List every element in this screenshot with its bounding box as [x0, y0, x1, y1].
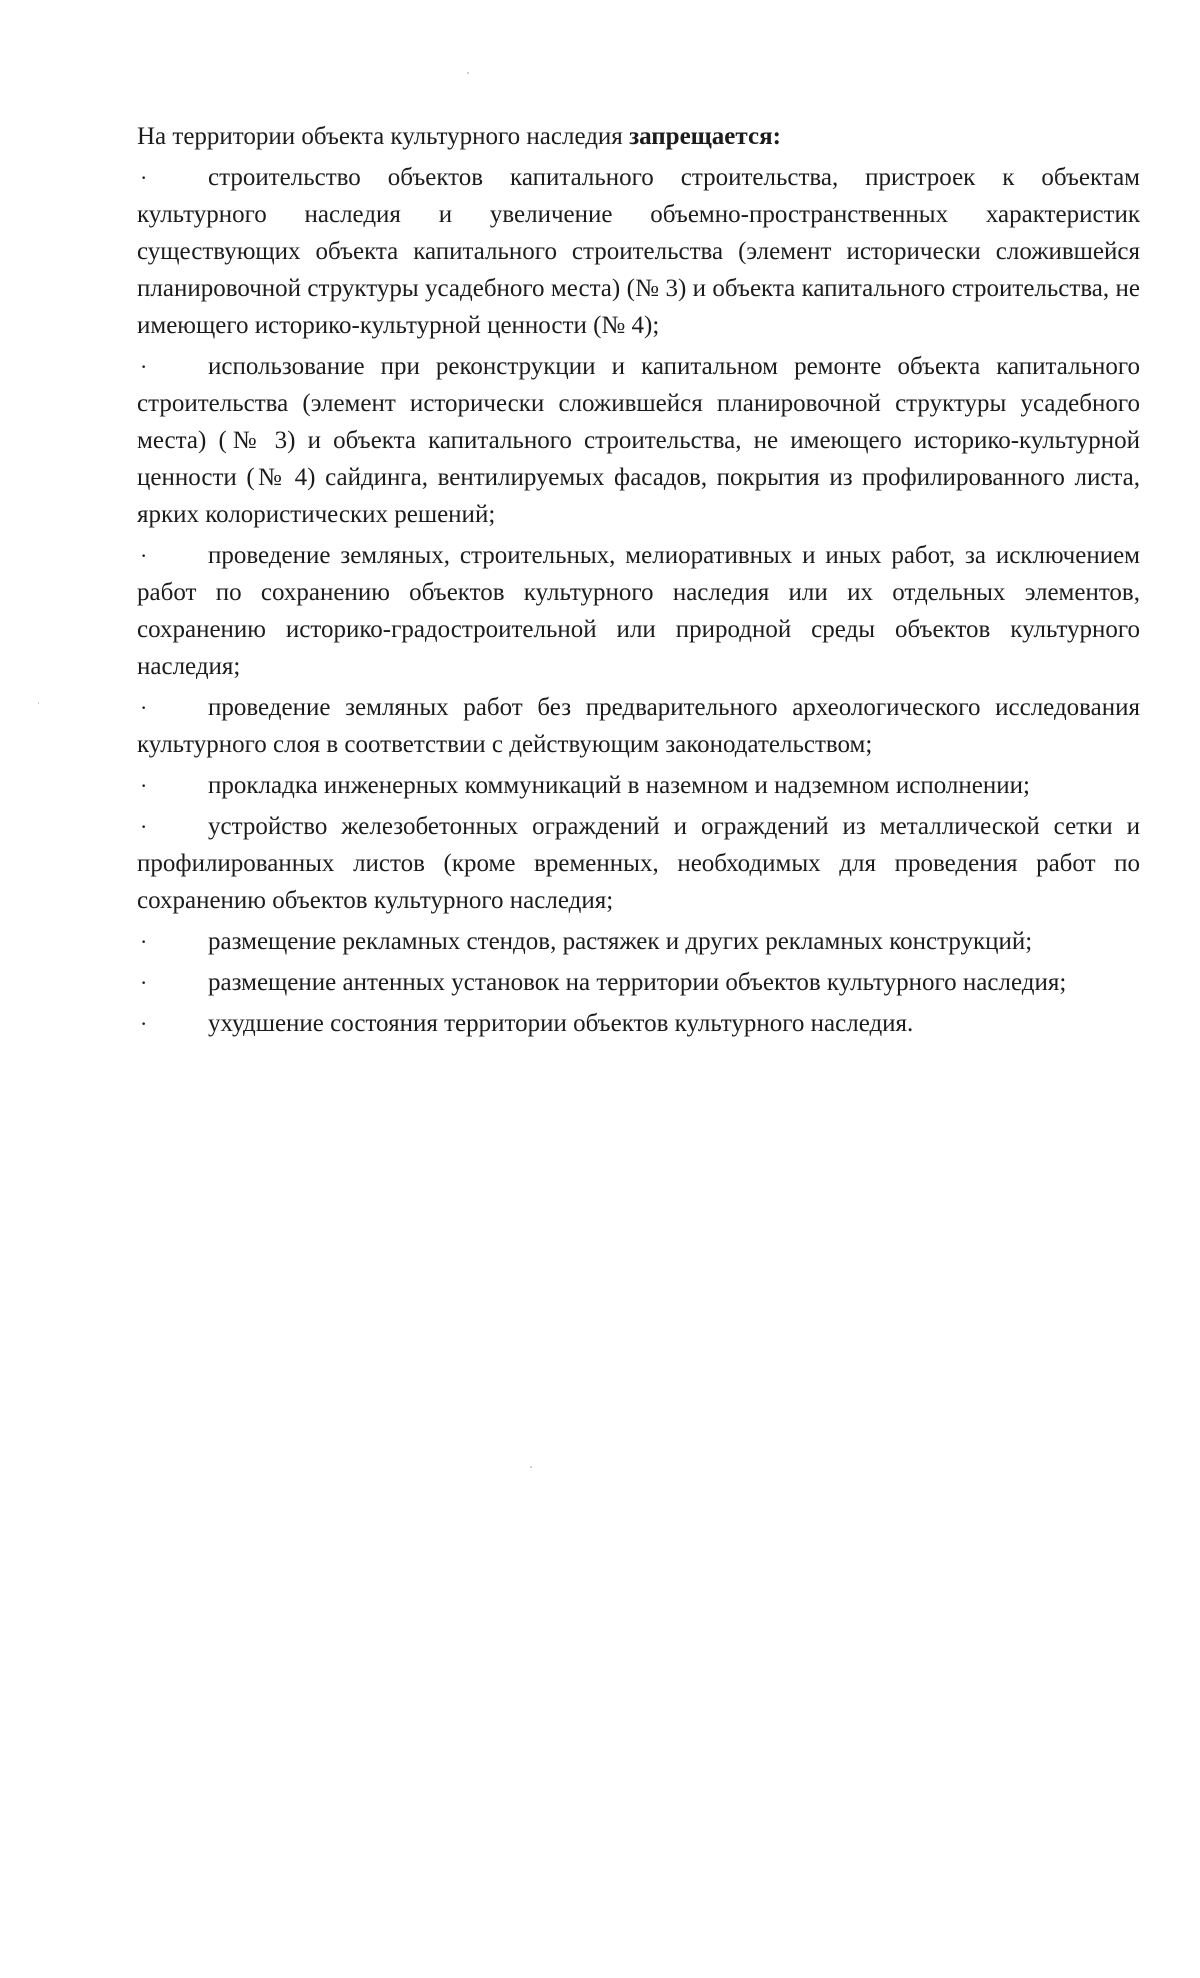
list-item — [137, 348, 1140, 533]
bullet-marker: · — [140, 1011, 148, 1036]
scan-artifact — [467, 72, 469, 74]
bullet-marker: · — [140, 354, 148, 379]
list-item — [137, 689, 1140, 763]
list-item — [137, 767, 1140, 804]
list-item — [137, 964, 1140, 1001]
list-item-text: проведение земляных работ без предварительного археологического исследования культурного слоя в соответствии с действующим законодательством; — [137, 694, 1140, 758]
list-item — [137, 923, 1140, 960]
list-item-text: строительство объектов капитального строительства, пристроек к объектам культурного наследия и увеличение объемно-пространственных характеристик существующих объекта капитального строительства (элемент исторически сложившейся планировочной структуры усадебного места) (№ 3) и объекта капитального строительства, не имеющего историко-культурной ценности (№ 4); — [137, 164, 1140, 339]
list-item — [137, 808, 1140, 919]
bullet-marker: · — [140, 970, 148, 995]
list-item — [137, 159, 1140, 344]
list-item-text: размещение рекламных стендов, растяжек и других рекламных конструкций; — [208, 928, 1033, 955]
prohibition-list — [137, 159, 1140, 1042]
intro-text: На территории объекта культурного наследия — [137, 123, 630, 150]
bullet-marker: · — [140, 814, 148, 839]
document-body — [137, 118, 1140, 1046]
bullet-marker: · — [140, 165, 148, 190]
list-item-text: размещение антенных установок на территории объектов культурного наследия; — [208, 969, 1067, 996]
list-item-text: использование при реконструкции и капитальном ремонте объекта капитального строительства (элемент исторически сложившейся планировочной структуры усадебного места) (№ 3) и объекта капитального строительства, не имеющего историко-культурной ценности (№ 4) сайдинга, вентилируемых фасадов, покрытия из профилированного листа, ярких колористических решений; — [137, 353, 1140, 528]
list-item-text: устройство железобетонных ограждений и ограждений из металлической сетки и профилированных листов (кроме временных, необходимых для проведения работ по сохранению объектов культурного наследия; — [137, 813, 1140, 914]
bullet-marker: · — [140, 695, 148, 720]
intro-paragraph — [137, 118, 1140, 155]
list-item — [137, 1005, 1140, 1042]
list-item — [137, 537, 1140, 685]
bullet-marker: · — [140, 929, 148, 954]
list-item-text: прокладка инженерных коммуникаций в наземном и надземном исполнении; — [208, 772, 1030, 799]
bullet-marker: · — [140, 543, 148, 568]
intro-emphasis: запрещается: — [629, 123, 781, 150]
bullet-marker: · — [140, 773, 148, 798]
list-item-text: проведение земляных, строительных, мелиоративных и иных работ, за исключением работ по сохранению объектов культурного наследия или их отдельных элементов, сохранению историко-градостроительной или природной среды объектов культурного наследия; — [137, 542, 1140, 680]
scan-artifact — [38, 702, 39, 704]
list-item-text: ухудшение состояния территории объектов культурного наследия. — [208, 1010, 914, 1037]
scan-artifact — [530, 1466, 532, 1468]
